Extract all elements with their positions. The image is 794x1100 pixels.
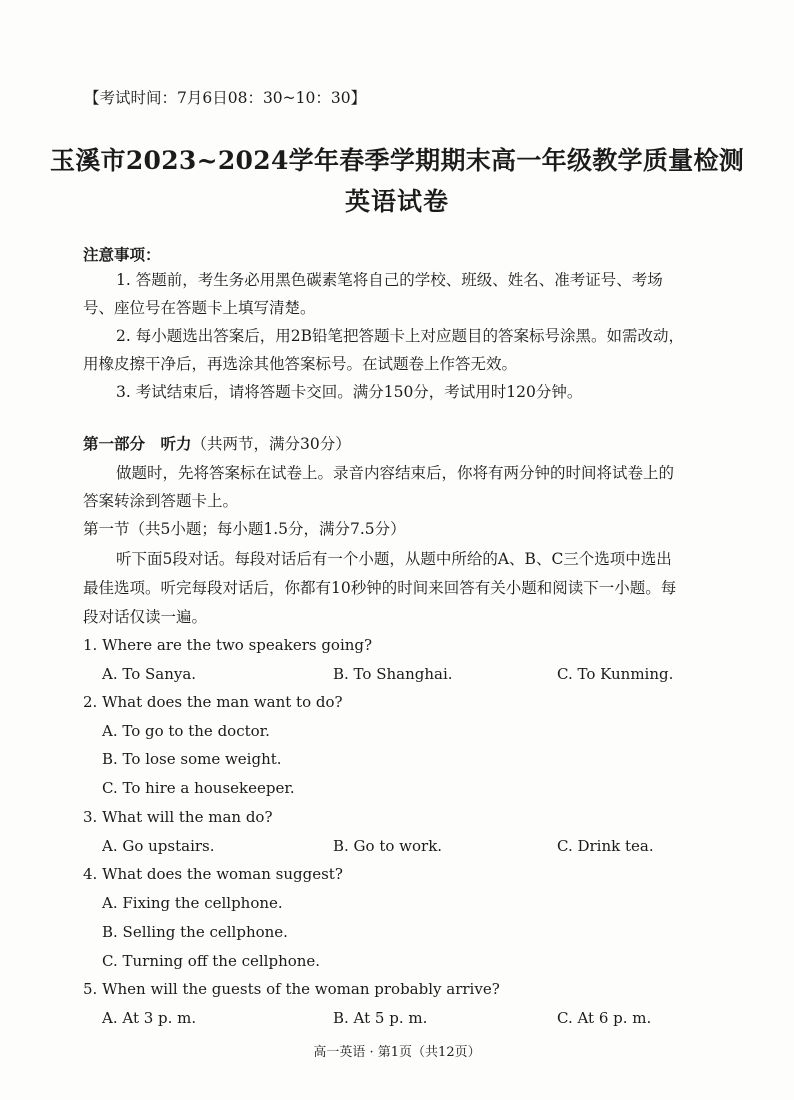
question-stem: 3. What will the man do? — [83, 808, 273, 826]
part1-heading-detail: （共两节，满分30分） — [191, 435, 351, 453]
option-a: A. To go to the doctor. — [102, 722, 270, 740]
exam-subtitle: 英语试卷 — [344, 187, 449, 216]
option-c: C. To Kunming. — [557, 665, 674, 683]
option-b: B. Selling the cellphone. — [102, 923, 288, 941]
option-c: C. To hire a housekeeper. — [102, 779, 295, 797]
option-c: C. Turning off the cellphone. — [102, 952, 321, 970]
option-a: A. At 3 p. m. — [102, 1009, 197, 1027]
page-footer: 高一英语 · 第1页（共12页） — [313, 1045, 481, 1060]
option-a: A. To Sanya. — [102, 665, 197, 683]
section1-line: 最佳选项。听完每段对话后，你都有10秒钟的时间来回答有关小题和阅读下一小题。每 — [83, 579, 677, 597]
option-b: B. To lose some weight. — [102, 750, 282, 768]
option-a: A. Go upstairs. — [102, 837, 215, 855]
section1-heading: 第一节（共5小题；每小题1.5分，满分7.5分） — [83, 520, 406, 538]
section1-line: 听下面5段对话。每段对话后有一个小题，从题中所给的A、B、C三个选项中选出 — [116, 550, 672, 568]
section1-line: 段对话仅读一遍。 — [83, 608, 208, 626]
notes-line: 用橡皮擦干净后，再选涂其他答案标号。在试题卷上作答无效。 — [83, 355, 518, 373]
option-c: C. Drink tea. — [557, 837, 654, 855]
notes-heading: 注意事项： — [83, 245, 161, 264]
option-a: A. Fixing the cellphone. — [102, 894, 283, 912]
part1-heading — [83, 432, 351, 454]
notes-line: 2. 每小题选出答案后，用2B铅笔把答题卡上对应题目的答案标号涂黑。如需改动， — [116, 327, 684, 345]
part1-intro-line: 做题时，先将答案标在试卷上。录音内容结束后，你将有两分钟的时间将试卷上的 — [116, 464, 675, 482]
question-stem: 5. When will the guests of the woman probably arrive? — [83, 980, 500, 998]
exam-time: 【考试时间：7月6日08：30~10：30】 — [84, 89, 367, 107]
notes-line: 3. 考试结束后，请将答题卡交回。满分150分，考试用时120分钟。 — [116, 383, 583, 401]
question-stem: 4. What does the woman suggest? — [83, 865, 343, 883]
notes-line: 1. 答题前，考生务必用黑色碳素笔将自己的学校、班级、姓名、准考证号、考场 — [116, 271, 663, 289]
part1-heading-title: 第一部分 听力 — [83, 434, 192, 453]
question-stem: 2. What does the man want to do? — [83, 693, 343, 711]
option-b: B. Go to work. — [333, 837, 443, 855]
option-b: B. At 5 p. m. — [333, 1009, 428, 1027]
part1-intro-line: 答案转涂到答题卡上。 — [83, 492, 239, 510]
question-stem: 1. Where are the two speakers going? — [83, 636, 373, 654]
notes-line: 号、座位号在答题卡上填写清楚。 — [83, 299, 316, 317]
option-c: C. At 6 p. m. — [557, 1009, 652, 1027]
option-b: B. To Shanghai. — [333, 665, 453, 683]
exam-title: 玉溪市2023~2024学年春季学期期末高一年级教学质量检测 — [49, 146, 745, 175]
